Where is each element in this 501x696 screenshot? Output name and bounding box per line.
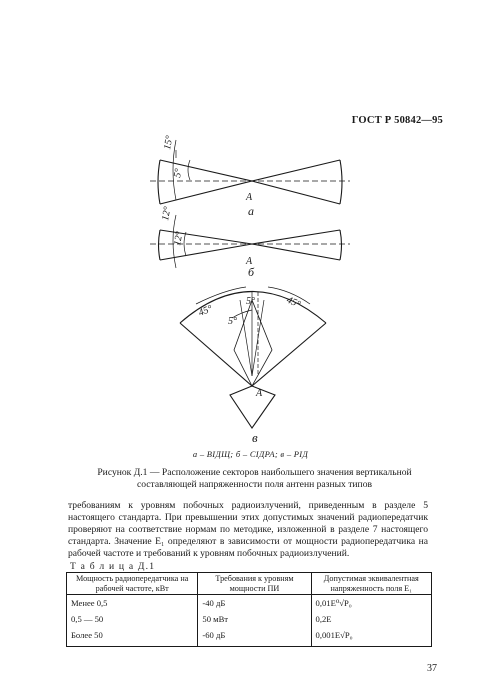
table-cell: 50 мВт [198,611,311,627]
standard-code: ГОСТ Р 50842—95 [351,115,443,126]
diagram-b-angle-outer: 12° [160,205,174,222]
diagram-a-angle-outer: 15° [162,134,176,151]
body-paragraph: требованиям к уровням побочных радиоизлучений, приведенным в разделе 5 настоящего стандарта. При превышении этих допустимых значений радиопередатчик проверяют на соответствие нормам по методике, изложенной в разделе 7 настоящего стандарта. Значение E₁ определяют в зависимости от мощности радиопередатчика на рабочей частоте и требований к уровням побочных радиоизлучений. [68,500,428,559]
diagram-c-point-label: A [256,388,263,399]
table-title: Т а б л и ц а Д.1 [70,561,156,572]
diagram-c-angle-left: 45° [197,303,215,319]
diagram-a-panel-label: а [248,204,254,218]
table-cell: 0,01E⁰√P₀ [311,595,431,612]
table-header-row [67,573,432,595]
figure-legend: а – ВІДЩ; б – СІДРА; в – РІД [192,449,309,459]
column-header-requirements: Требования к уровням мощности ПИ [198,573,311,595]
caption-line-2: составляющей напряженности поля антенн разных типов [136,478,373,490]
diagram-b-point-label: A [246,256,253,267]
table-cell: Менее 0,5 [67,595,198,612]
table-cell: 0,2E [311,611,431,627]
table-row [67,595,432,612]
diagram-c-angle-right: 45° [284,294,303,311]
column-header-field-strength: Допустимая эквивалентная напряженность поля E₁ [311,573,431,595]
diagram-c-angle-top: 5° [246,296,255,307]
table-cell: 0,5 — 50 [67,611,198,627]
column-header-power: Мощность радиопередатчика на рабочей частоте, кВт [67,573,198,595]
figure-caption [82,467,427,490]
page-number: 37 [427,663,437,674]
table-row [67,611,432,627]
table-cell: Более 50 [67,627,198,647]
table-row [67,627,432,647]
diagram-a-point-label: A [246,192,253,203]
table-d1 [66,572,432,647]
diagram-b-panel-label: б [248,265,255,279]
table-cell: -40 дБ [198,595,311,612]
table-cell: 0,001E√P₀ [311,627,431,647]
table-cell: -60 дБ [198,627,311,647]
diagram-a-angle-inner: 5° [172,167,185,179]
diagram-b-angle-inner: 12° [172,230,186,247]
diagram-c-angle-mid: 5° [228,316,237,327]
caption-line-1: Рисунок Д.1 — Расположение секторов наибольшего значения вертикальной [97,467,412,478]
diagram-c-panel-label: в [252,430,258,445]
